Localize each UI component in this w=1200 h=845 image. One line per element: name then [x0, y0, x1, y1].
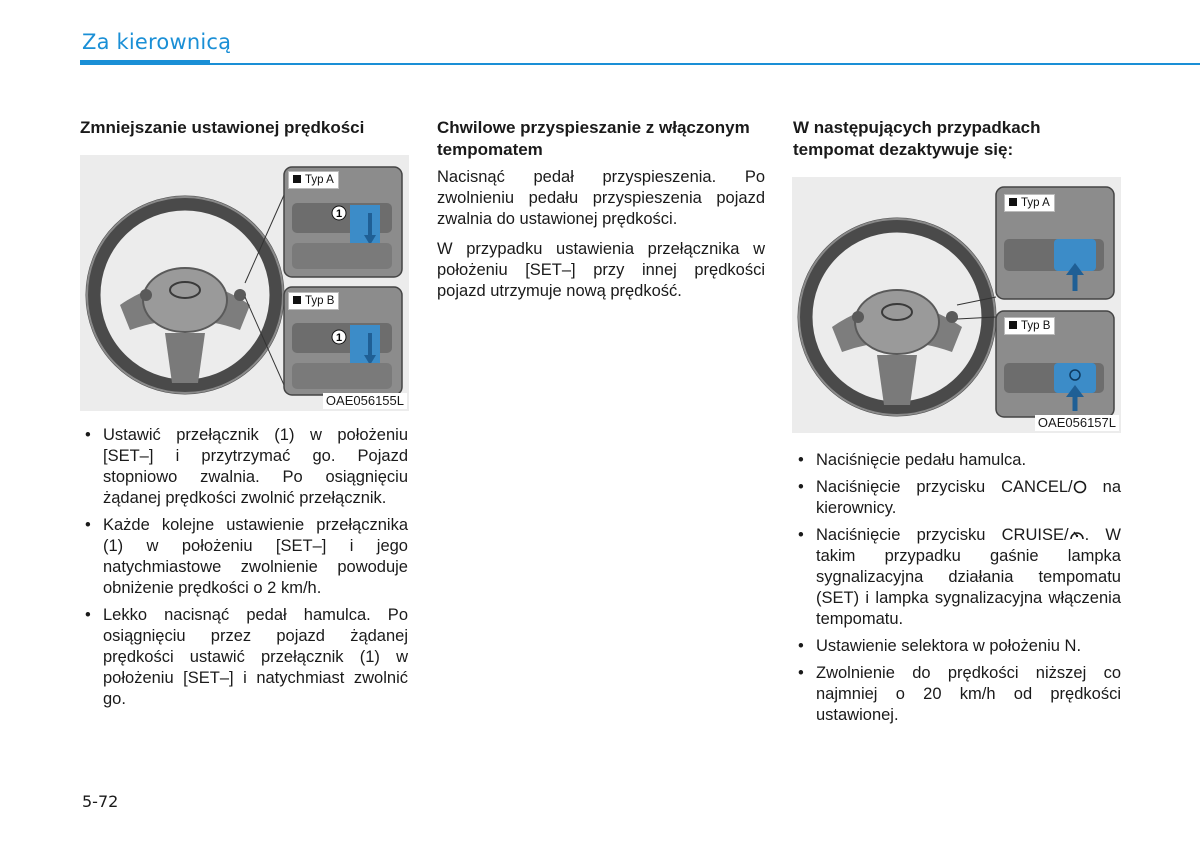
deactivation-list — [793, 450, 1121, 732]
list-item: • Lekko nacisnąć pedał hamulca. Po osiągnięciu przez pojazd żądanej prędkości ustawić przełącznik (1) w położeniu [SET–] i natychmiast zwolnić go. — [80, 605, 408, 710]
paragraph: Nacisnąć pedał przyspieszenia. Po zwolnieniu pedału przyspieszenia pojazd zwalnia do ustawionej prędkości. — [437, 168, 765, 228]
column-2 — [437, 117, 765, 302]
callout-1-typ-b: 1 — [335, 332, 343, 344]
callout-1-typ-a: 1 — [335, 208, 343, 220]
steering-wheel-figure-1 — [80, 155, 409, 411]
column-3 — [793, 117, 1121, 161]
heading-temporary-acceleration: Chwilowe przyspieszanie z włączonym tempomatem — [437, 118, 750, 159]
typ-b-label: Typ B — [288, 292, 339, 310]
list-item: • Naciśnięcie pedału hamulca. — [793, 450, 1121, 471]
steering-wheel-illustration — [80, 155, 409, 411]
list-item: • Naciśnięcie przycisku CANCEL/ na kierownicy. — [793, 477, 1121, 519]
list-item: • Ustawienie selektora w położeniu N. — [793, 636, 1121, 657]
decrease-speed-list — [80, 425, 408, 716]
steering-wheel-illustration — [792, 177, 1121, 433]
column-1 — [80, 117, 408, 139]
steering-wheel-figure-2 — [792, 177, 1121, 433]
figure-code: OAE056155L — [323, 393, 407, 409]
heading-deactivation: W następujących przypadkach tempomat dezaktywuje się: — [793, 118, 1041, 159]
title-underline — [80, 63, 1200, 65]
paragraph: W przypadku ustawienia przełącznika w położeniu [SET–] przy innej prędkości pojazd utrzymuje nową prędkość. — [437, 240, 765, 300]
list-item: • Każde kolejne ustawienie przełącznika (1) w położeniu [SET–] i jego natychmiastowe zwolnienie powoduje obniżenie prędkości o 2 km/h. — [80, 515, 408, 599]
page-number: 5-72 — [82, 792, 119, 811]
cruise-speedometer-icon — [1069, 527, 1085, 542]
list-item: • Naciśnięcie przycisku CRUISE/ . W takim przypadku gaśnie lampka sygnalizacyjna działania tempomatu (SET) i lampka sygnalizacyjna włączenia tempomatu. — [793, 525, 1121, 630]
list-item: • Ustawić przełącznik (1) w położeniu [SET–] i przytrzymać go. Pojazd stopniowo zwalnia. Po osiągnięciu żądanej prędkości zwolnić przełącznik. — [80, 425, 408, 509]
heading-decrease-speed: Zmniejszanie ustawionej prędkości — [80, 118, 365, 137]
cancel-circle-icon — [1073, 480, 1087, 494]
figure-code: OAE056157L — [1035, 415, 1119, 431]
section-title: Za kierownicą — [82, 30, 232, 54]
list-item: • Zwolnienie do prędkości niższej co najmniej o 20 km/h od prędkości ustawionej. — [793, 663, 1121, 726]
typ-a-label: Typ A — [1004, 194, 1055, 212]
typ-a-label: Typ A — [288, 171, 339, 189]
typ-b-label: Typ B — [1004, 317, 1055, 335]
